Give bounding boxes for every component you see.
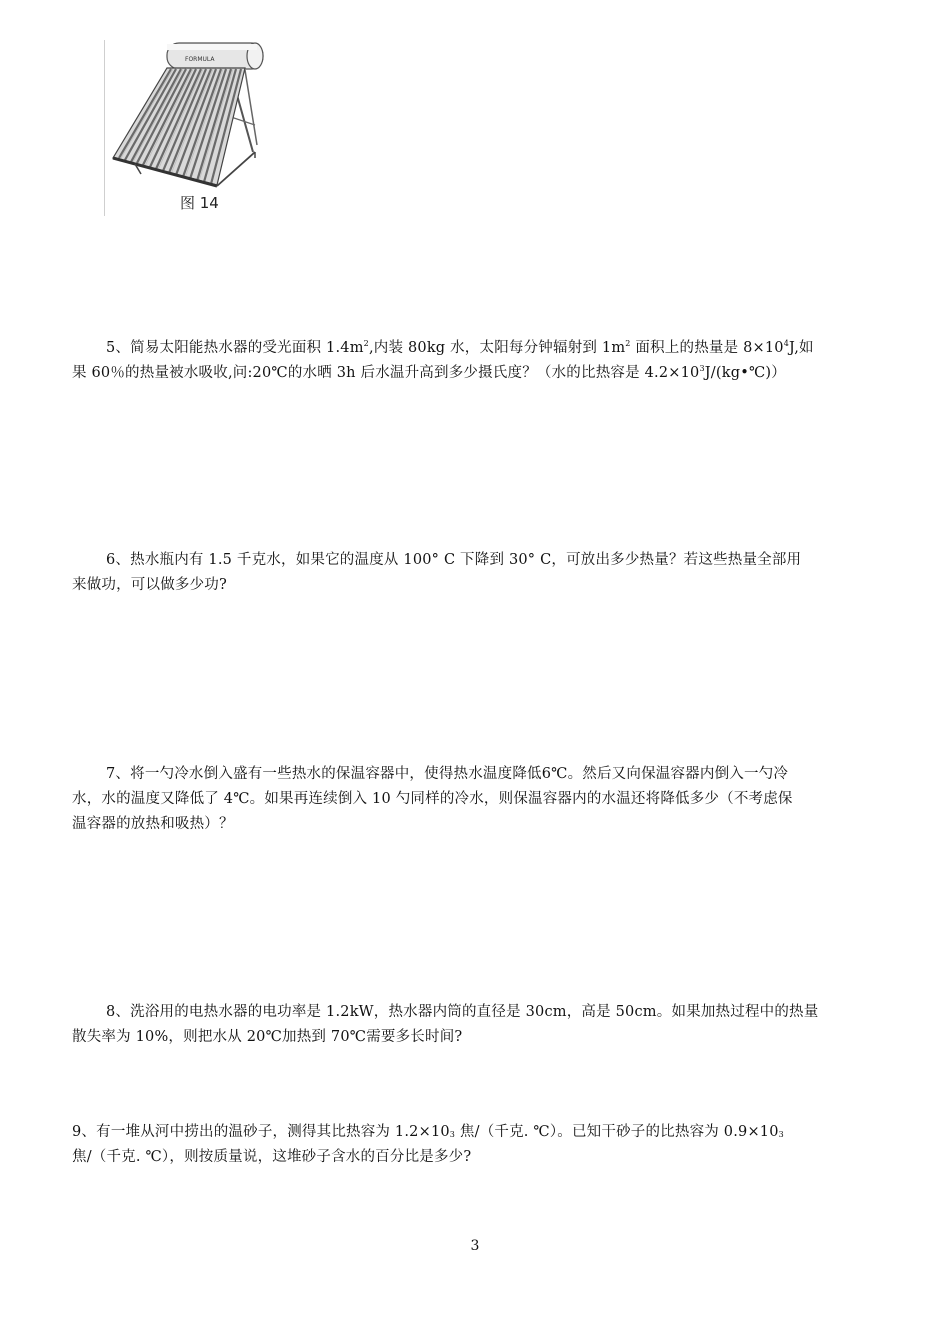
question-7-line-3: 温容器的放热和吸热）？ xyxy=(72,816,234,832)
question-5-line-1 xyxy=(72,336,884,361)
question-9-line-1 xyxy=(72,1120,884,1145)
solar-water-heater-figure xyxy=(104,40,267,216)
figure-caption: 图 14 xyxy=(180,194,219,212)
tank-brand-text: FORMULA xyxy=(185,56,215,63)
question-5 xyxy=(72,336,884,386)
question-6-line-2: 来做功，可以做多少功? xyxy=(72,577,227,593)
q5-text: J/(kg•℃)） xyxy=(704,365,786,381)
q5-text: 面积上的热量是 8×10 xyxy=(630,340,784,356)
question-6 xyxy=(72,548,884,598)
q9-exponent: 3 xyxy=(778,1130,784,1139)
question-8 xyxy=(72,1000,884,1050)
q5-exponent: 2 xyxy=(363,339,369,348)
q5-text: J,如 xyxy=(789,340,814,356)
question-5-line-2 xyxy=(72,361,884,386)
q9-text: 9、有一堆从河中捞出的温砂子，测得其比热容为 1.2×10 xyxy=(72,1124,450,1140)
q9-text: 焦/（千克. ℃）。已知干砂子的比热容为 0.9×10 xyxy=(455,1124,779,1140)
question-8-line-1: 8、洗浴用的电热水器的电功率是 1.2kW，热水器内筒的直径是 30cm，高是 50cm。如果加热过程中的热量 xyxy=(106,1004,819,1020)
question-7-line-2: 水，水的温度又降低了 4℃。如果再连续倒入 10 勺同样的冷水，则保温容器内的水温还将降低多少（不考虑保 xyxy=(72,791,793,807)
q5-exponent: 2 xyxy=(625,339,631,348)
question-7-line-1: 7、将一勺冷水倒入盛有一些热水的保温容器中，使得热水温度降低6℃。然后又向保温容器内倒入一勺冷 xyxy=(106,766,789,782)
q5-text: 5、简易太阳能热水器的受光面积 1.4m xyxy=(106,340,364,356)
question-7 xyxy=(72,762,884,837)
question-9 xyxy=(72,1120,884,1170)
solar-water-heater-illustration xyxy=(105,40,267,216)
page-number: 3 xyxy=(470,1238,480,1254)
q5-text: ,内装 80kg 水，太阳每分钟辐射到 1m xyxy=(368,340,626,356)
question-8-line-2: 散失率为 10%，则把水从 20℃加热到 70℃需要多长时间? xyxy=(72,1029,463,1045)
q5-exponent: 3 xyxy=(699,364,705,373)
q5-text: 果 60％的热量被水吸收,问:20℃的水晒 3h 后水温升高到多少摄氏度？（水的比热容是 4.2×10 xyxy=(72,365,700,381)
q5-exponent: 4 xyxy=(783,339,790,348)
question-6-line-1: 6、热水瓶内有 1.5 千克水，如果它的温度从 100° C 下降到 30° C，可放出多少热量？若这些热量全部用 xyxy=(106,552,802,568)
q9-exponent: 3 xyxy=(449,1130,456,1139)
question-9-line-2: 焦/（千克. ℃），则按质量说，这堆砂子含水的百分比是多少? xyxy=(72,1149,472,1165)
